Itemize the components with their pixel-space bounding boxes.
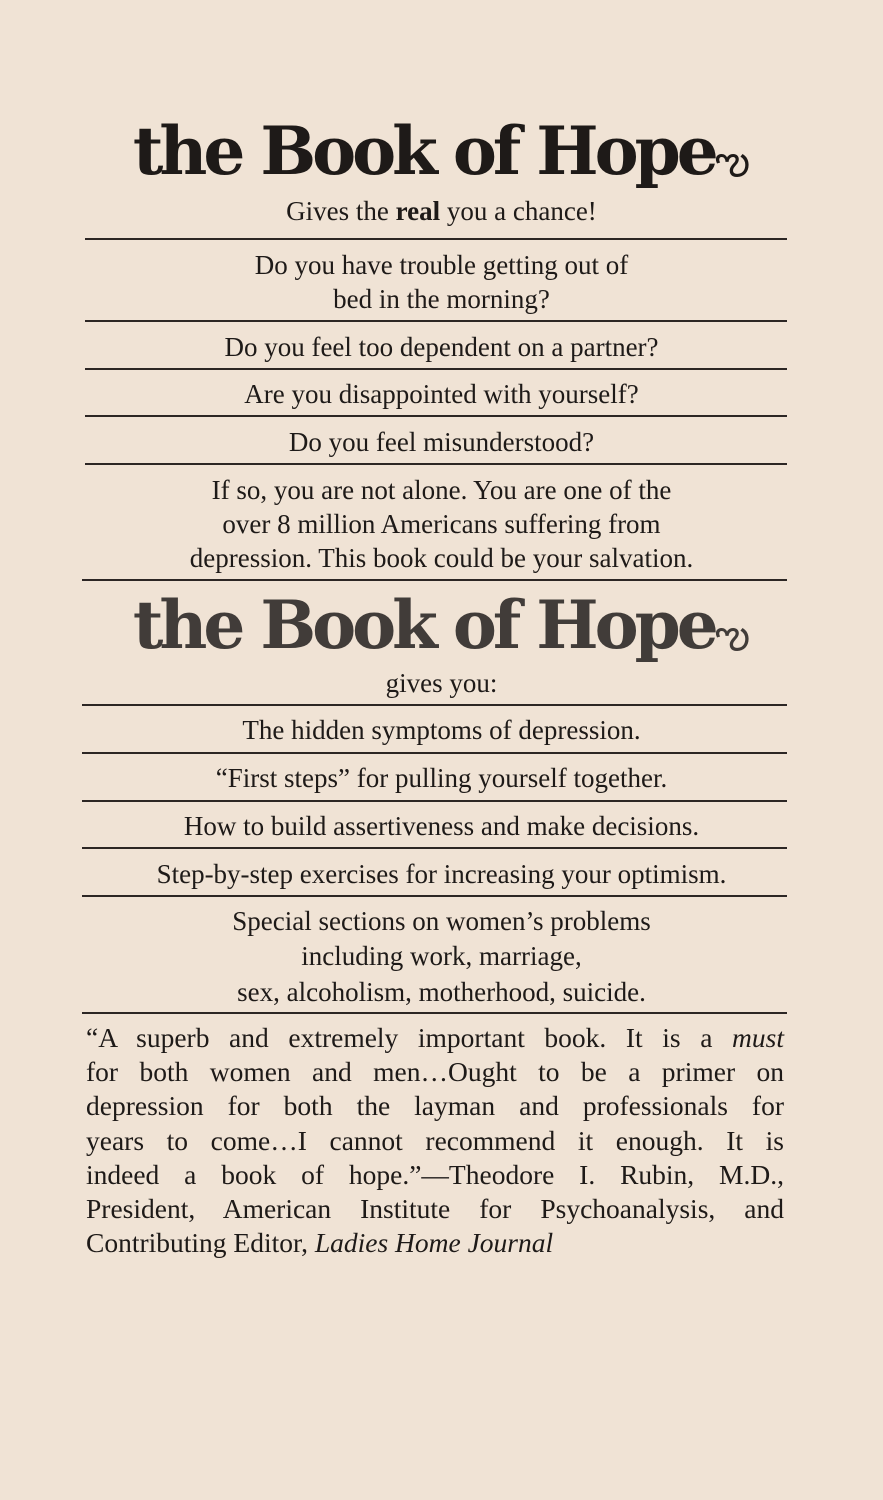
- gives-you-heading: gives you:: [385, 668, 498, 698]
- testimonial-quote: [86, 1021, 784, 1260]
- alone-line-2: over 8 million Americans suffering from: [222, 509, 661, 539]
- quote-line-3: depression for both the layman and professionals for: [86, 1090, 784, 1122]
- logo-text: the Book of Hope: [132, 112, 715, 190]
- divider: [85, 368, 787, 370]
- benefit-1: The hidden symptoms of depression.: [242, 715, 641, 745]
- question-1-line-2: bed in the morning?: [333, 284, 550, 314]
- book-logo-top: [0, 112, 883, 190]
- tagline: Gives the real you a chance!: [286, 196, 597, 226]
- benefit-3: How to build assertiveness and make decisions.: [183, 811, 700, 841]
- divider: [82, 704, 787, 706]
- logo-text: the Book of Hope: [132, 586, 715, 664]
- divider: [82, 579, 787, 581]
- question-1-line-1: Do you have trouble getting out of: [254, 250, 629, 280]
- quote-line-2: for both women and men…Ought to be a primer on: [86, 1056, 784, 1088]
- benefit-4: Step-by-step exercises for increasing your optimism.: [156, 859, 727, 889]
- divider: [85, 320, 787, 322]
- benefit-5-line-3: sex, alcoholism, motherhood, suicide.: [237, 977, 646, 1007]
- tagline-emphasis: real: [395, 196, 441, 226]
- quote-line-5: indeed a book of hope.”—Theodore I. Rubin, M.D.,: [86, 1158, 784, 1190]
- question-4: Do you feel misunderstood?: [288, 427, 595, 457]
- publication-name: Ladies Home Journal: [314, 1227, 554, 1259]
- divider: [82, 895, 787, 897]
- benefit-2: “First steps” for pulling yourself together.: [215, 763, 668, 793]
- benefit-5-line-1: Special sections on women’s problems: [232, 906, 651, 936]
- alone-line-3: depression. This book could be your salvation.: [189, 543, 694, 573]
- question-3: Are you disappointed with yourself?: [244, 379, 639, 409]
- divider: [82, 847, 787, 849]
- quote-line-1: “A superb and extremely important book. It is a must: [86, 1022, 784, 1053]
- divider: [85, 238, 787, 240]
- book-logo-middle: [0, 586, 883, 664]
- logo-ornament: ఌ: [714, 612, 751, 658]
- benefit-5-line-2: including work, marriage,: [301, 941, 582, 971]
- quote-line-4: years to come…I cannot recommend it enough. It is: [86, 1124, 784, 1156]
- divider: [85, 415, 787, 417]
- question-2: Do you feel too dependent on a partner?: [224, 332, 659, 362]
- logo-ornament: ఌ: [714, 138, 751, 184]
- alone-line-1: If so, you are not alone. You are one of the: [211, 475, 672, 505]
- divider: [82, 752, 787, 754]
- divider: [82, 800, 787, 802]
- quote-line-6: President, American Institute for Psychoanalysis, and: [86, 1193, 784, 1225]
- quote-line-7: Contributing Editor, Ladies Home Journal: [86, 1227, 554, 1259]
- divider: [85, 463, 787, 465]
- divider: [82, 1012, 787, 1014]
